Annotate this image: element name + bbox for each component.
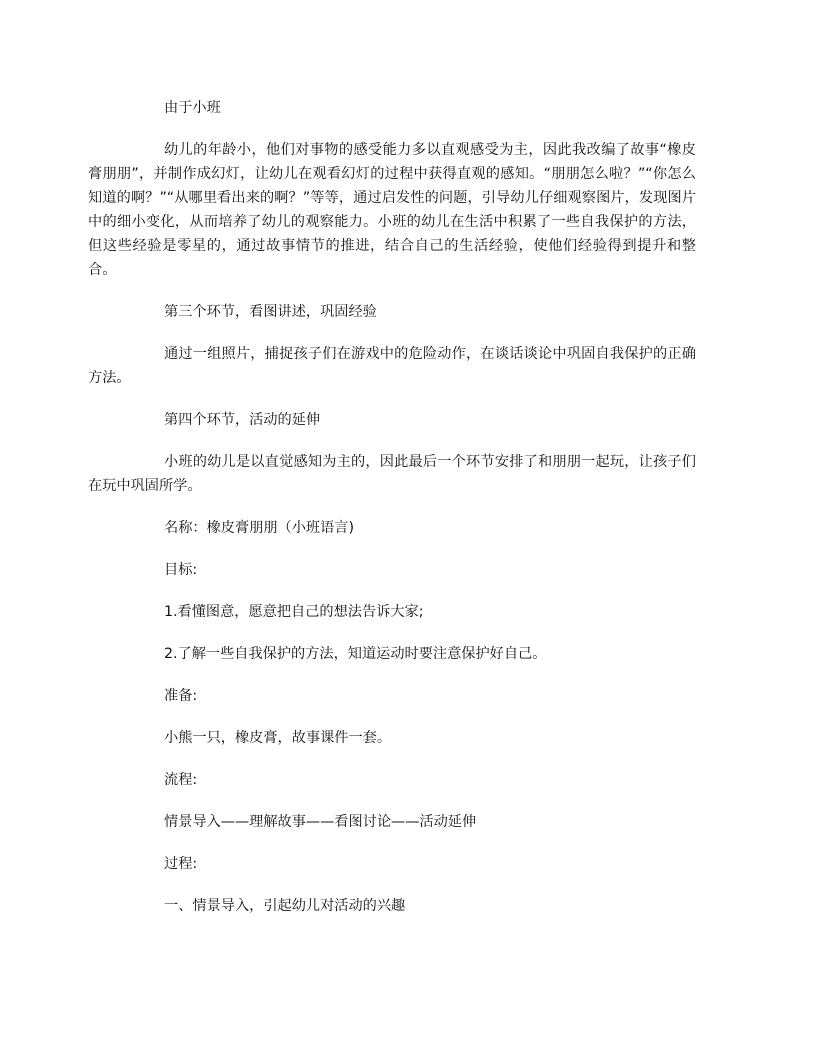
paragraph-11: 准备: [164, 688, 198, 704]
paragraph-9: 1.看懂图意，愿意把自己的想法告诉大家; [164, 604, 424, 620]
paragraph-14: 情景导入——理解故事——看图讨论——活动延伸 [164, 814, 477, 830]
paragraph-15: 过程: [164, 856, 198, 872]
paragraph-1: 由于小班 [164, 100, 221, 116]
paragraph-4: 通过一组照片，捕捉孩子们在游戏中的危险动作，在谈话谈论中巩固自我保护的正确方法。 [88, 346, 696, 386]
paragraph-13: 流程: [164, 772, 198, 788]
paragraph-2: 幼儿的年龄小，他们对事物的感受能力多以直观感受为主，因此我改编了故事“橡皮膏朋朋”，并制作成幻灯，让幼儿在观看幻灯的过程中获得直观的感知。“朋朋怎么啦？”“你怎么知道的啊？”“从哪里看出来的啊？”等等，通过启发性的问题，引导幼儿仔细观察图片，发现图片中的细小变化，从而培养了幼儿的观察能力。小班的幼儿在生活中积累了一些自我保护的方法，但这些经验是零星的，通过故事情节的推进，结合自己的生活经验，使他们经验得到提升和整合。 [88, 142, 696, 278]
paragraph-7: 名称：橡皮膏朋朋（小班语言) [164, 520, 354, 536]
document-body [88, 96, 696, 936]
paragraph-16: 一、情景导入，引起幼儿对活动的兴趣 [164, 898, 406, 914]
paragraph-12: 小熊一只，橡皮膏，故事课件一套。 [164, 730, 392, 746]
paragraph-5: 第四个环节，活动的延伸 [164, 412, 321, 428]
paragraph-3: 第三个环节，看图讲述，巩固经验 [164, 304, 377, 320]
paragraph-6: 小班的幼儿是以直觉感知为主的，因此最后一个环节安排了和朋朋一起玩，让孩子们在玩中巩固所学。 [88, 454, 696, 494]
paragraph-10: 2.了解一些自我保护的方法，知道运动时要注意保护好自己。 [164, 646, 547, 662]
paragraph-8: 目标: [164, 562, 198, 578]
